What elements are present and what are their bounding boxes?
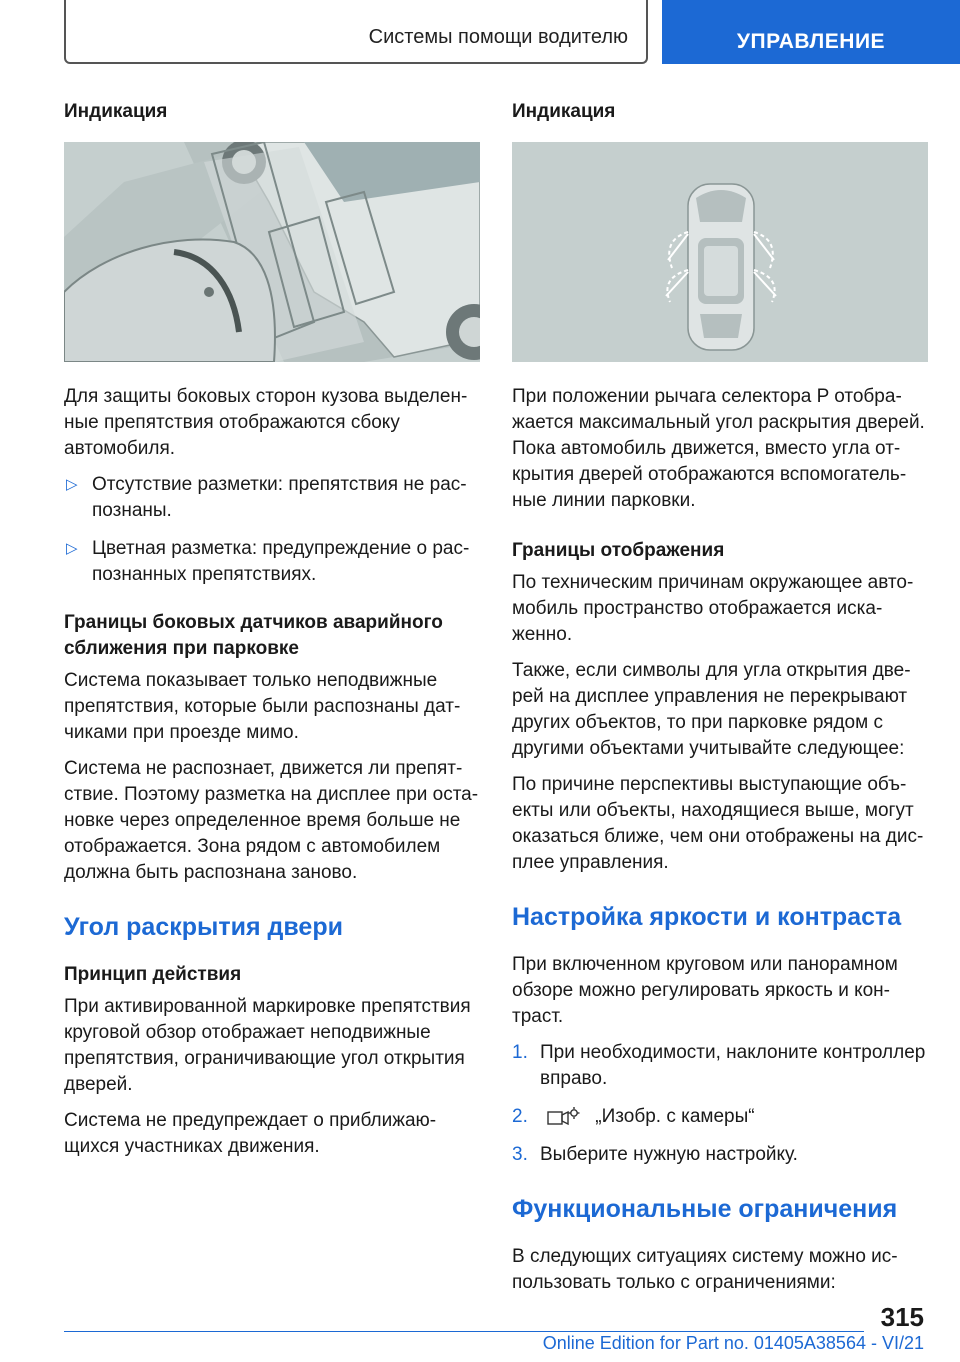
- page-number: 315: [880, 1302, 924, 1332]
- list-item: ▷ Отсутствие разметки: препятствия не распознаны.: [66, 474, 467, 521]
- display-bounds-heading: Границы отображения: [512, 540, 725, 561]
- left-column: [64, 100, 480, 1170]
- principle-heading: Принцип действия: [64, 964, 242, 985]
- step-number: 3.: [512, 1144, 528, 1165]
- limits-paragraph-2: Система не распознает, движется ли препятствие. Поэтому разметка на дисплее при остановке через определенное время больше не отображается. Зона рядом с автомобилем должна быть распознана заново.: [64, 758, 479, 883]
- step-number: 2.: [512, 1106, 528, 1127]
- indication-heading-right: Индикация: [512, 101, 616, 122]
- triangle-bullet-icon: ▷: [66, 540, 78, 557]
- brightness-contrast-heading: Настройка яркости и контраста: [512, 903, 902, 931]
- indication-heading-left: Индикация: [64, 101, 168, 122]
- list-item: 1. При необходимости, наклоните контроллер вправо.: [512, 1042, 926, 1089]
- limits-paragraph-1: Система показывает только неподвижные препятствия, которые были распознаны датчиками при проезде мимо.: [64, 670, 461, 743]
- step-number: 1.: [512, 1042, 528, 1063]
- limitations-paragraph: В следующих ситуациях систему можно использовать только с ограничениями:: [512, 1246, 898, 1293]
- edition-footer: Online Edition for Part no. 01405A38564 - VI/21: [542, 1333, 924, 1353]
- principle-paragraph-2: Система не предупреждает о приближающихся участниках движения.: [64, 1110, 437, 1157]
- side-obstacle-marking-illustration: [64, 142, 480, 362]
- right-indication-paragraph: При положении рычага селектора P отображается максимальный угол раскрытия дверей. Пока автомобиль движется, вместо угла открытия дверей отображаются вспомогательные линии парковки.: [512, 386, 925, 511]
- list-item: 2. „Изобр. с камеры“: [512, 1104, 928, 1130]
- list-item: 3. Выберите нужную настройку.: [512, 1142, 928, 1168]
- door-angle-heading: Угол раскрытия двери: [64, 913, 343, 941]
- list-item: ▷ Цветная разметка: предупреждение о распознанных препятствиях.: [66, 538, 470, 585]
- chapter-title: Системы помощи водителю: [368, 26, 628, 48]
- limitations-heading: Функциональные ограничения: [512, 1195, 898, 1223]
- footer-divider: [64, 1331, 864, 1332]
- principle-paragraph-1: При активированной маркировке препятствия круговой обзор отображает неподвижные препятствия, ограничивающие угол открытия дверей.: [64, 996, 471, 1095]
- bullet-list: [64, 472, 480, 588]
- steps-list: [512, 1040, 928, 1168]
- brightness-paragraph: При включенном круговом или панорамном обзоре можно регулировать яркость и контраст.: [512, 954, 898, 1027]
- bounds-paragraph-3: По причине перспективы выступающие объекты или объекты, находящиеся выше, могут оказаться ближе, чем они отображены на дисплее управления.: [512, 774, 924, 873]
- bounds-paragraph-2: Также, если символы для угла открытия дверей на дисплее управления не перекрывают других объектов, то при парковке рядом с другими объектами учитывайте следующее:: [512, 660, 911, 759]
- left-intro-paragraph: Для защиты боковых сторон кузова выделенные препятствия отображаются сбоку автомобиля.: [64, 386, 468, 459]
- triangle-bullet-icon: ▷: [66, 476, 78, 493]
- door-opening-angle-illustration: [512, 142, 928, 362]
- sensor-limits-heading: Границы боковых датчиков аварийного сближения при парковке: [64, 612, 443, 659]
- bounds-paragraph-1: По техническим причинам окружающее автомобиль пространство отображается искаженно.: [512, 572, 914, 645]
- camera-settings-icon: [546, 1106, 580, 1128]
- header-box: [64, 0, 648, 64]
- right-column: [512, 100, 928, 1306]
- section-tab: УПРАВЛЕНИЕ: [662, 0, 960, 64]
